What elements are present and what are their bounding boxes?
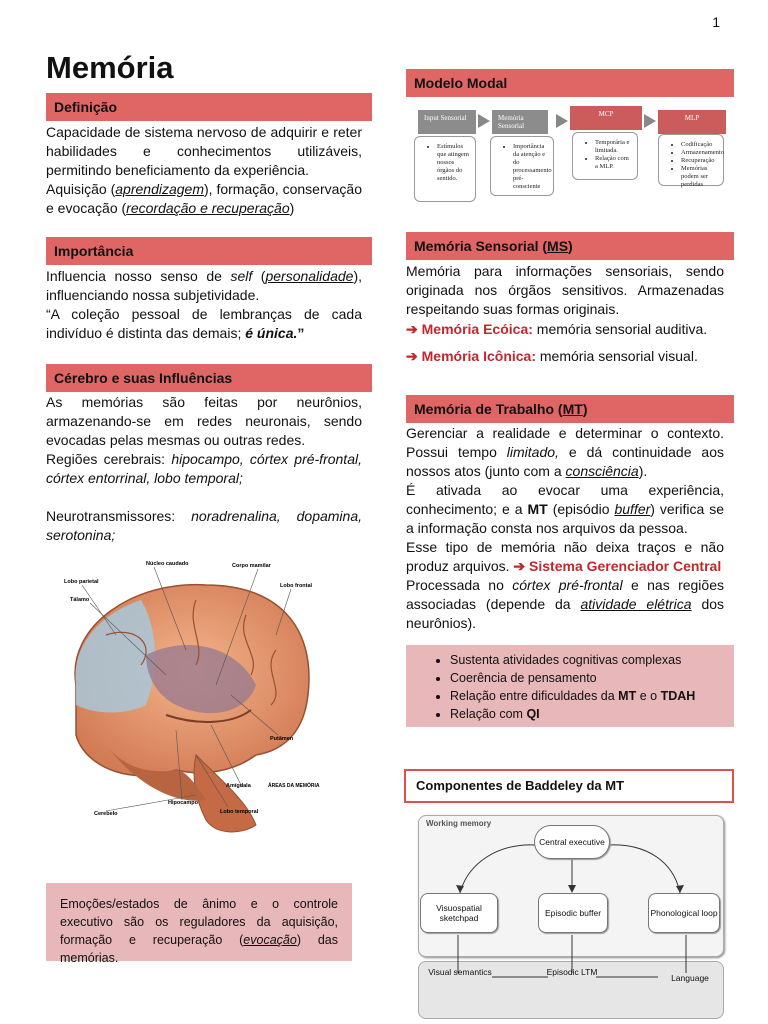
mt-bullets-box — [406, 645, 734, 727]
heading-importancia: Importância — [46, 237, 372, 265]
emocoes-box: Emoções/estados de ânimo e o controle executivo são os reguladores da aquisição, formação e recuperação (evocação) das memórias. — [46, 883, 352, 961]
modal-head-sensorial: Memória Sensorial — [492, 110, 548, 134]
memoria-iconica: ➔ Memória Icônica: memória sensorial visual. — [406, 348, 698, 364]
episodic-buffer-node: Episodic buffer — [538, 893, 608, 933]
episodic-ltm-label: Episodic LTM — [546, 967, 598, 977]
brain-label-lobo-temporal: Lobo temporal — [220, 809, 259, 815]
mt-bullet: • Sustenta atividades cognitivas complexas — [450, 651, 734, 669]
heading-memoria-sensorial: Memória Sensorial ( MS ) — [406, 232, 734, 260]
modal-head-mlp: MLP — [658, 110, 726, 134]
brain-label-putamen: Putâmen — [270, 736, 294, 742]
arrowhead-icon — [568, 885, 576, 893]
modal-head-input: Input Sensorial — [418, 110, 476, 134]
page-title: Memória — [46, 50, 174, 85]
modal-card-mcp: • Temporária e limitada. • Relação com a MLP. — [572, 132, 638, 180]
arrow-icon: ➔ — [406, 321, 418, 337]
arrowhead-icon — [676, 885, 684, 893]
central-executive-node: Central executive — [534, 825, 610, 859]
modal-card-input: • Estímulos que atingem nossos órgãos do sentido. — [414, 136, 476, 202]
baddeley-diagram — [418, 813, 724, 1019]
language-label: Language — [671, 973, 709, 983]
arrow-icon: ➔ — [406, 348, 418, 364]
definicao-text: Capacidade de sistema nervoso de adquirir e reter habilidades e conhecimentos utilizáveis, permitindo beneficiamento da experiência. Aquisição (aprendizagem), formação, conservação e evocação (recordação e recuperação) — [46, 124, 362, 216]
brain-label-nucleo: Núcleo caudado — [146, 561, 189, 567]
heading-modelo-modal: Modelo Modal — [406, 69, 734, 97]
arrow-to-visuo — [460, 845, 536, 893]
arrow-right-icon — [556, 114, 568, 128]
modal-card-mlp: • Codificação • Armazenamento • Recuperação • Memórias podem ser perdidas — [658, 134, 724, 186]
arrow-icon: ➔ — [513, 558, 526, 574]
mt-bullet: • Relação com QI — [450, 705, 734, 723]
modal-card-sensorial: • Importância da atenção e do processamento pré-consciente — [490, 136, 554, 196]
brain-label-amigdala: Amígdala — [226, 783, 251, 789]
phonological-node: Phonological loop — [648, 893, 720, 933]
brain-label-cerebelo: Cerebelo — [94, 811, 118, 817]
mt-bullet: • Coerência de pensamento — [450, 669, 734, 687]
visuospatial-node: Visuospatial sketchpad — [420, 893, 498, 933]
brain-label-corpo-mamilar: Corpo mamilar — [232, 563, 271, 569]
heading-cerebro: Cérebro e suas Influências — [46, 364, 372, 392]
arrow-to-phono — [608, 845, 680, 893]
modal-head-mcp: MCP — [570, 106, 642, 130]
brain-label-areas: ÁREAS DA MEMÓRIA — [268, 783, 320, 789]
trabalho-text: Gerenciar a realidade e determinar o contexto. Possui tempo limitado, e dá continuidade aos nossos atos (junto com a consciência). É ativada ao evocar uma experiência, conhecimento; e a MT (episódio buffer) verifica se a informação consta nos arquivos da pessoa. Esse tipo de memória não deixa traços e não produz arquivos. ➔ Sistema Gerenciador Central Processada no córtex pré-frontal e nas regiões associadas (depende da atividade elétrica dos neurônios). — [406, 425, 725, 631]
brain-label-lobo-parietal: Lobo parietal — [64, 579, 99, 585]
working-memory-label: Working memory — [426, 819, 492, 828]
cerebro-text: As memórias são feitas por neurônios, armazenando-se em redes neuronais, sendo evocadas pelas mesmas ou outras redes. Regiões cerebrais: hipocampo, córtex pré-frontal, córtex entorrinal, lobo temporal; Neurotransmissores: noradrenalina, dopamina, serotonina; — [46, 394, 363, 543]
brain-label-lobo-frontal: Lobo frontal — [280, 583, 313, 589]
heading-definicao: Definição — [46, 93, 372, 121]
modal-model-diagram — [406, 100, 734, 210]
brain-label-hipocampo: Hipocampo — [168, 800, 198, 806]
arrow-right-icon — [644, 114, 656, 128]
heading-memoria-trabalho: Memória de Trabalho ( MT ) — [406, 395, 734, 423]
brain-label-talamo: Tálamo — [70, 597, 90, 603]
memoria-ecoica: ➔ Memória Ecóica: memória sensorial auditiva. — [406, 321, 708, 337]
arrow-right-icon — [478, 114, 490, 128]
brain-illustration — [46, 555, 346, 845]
sensorial-text: Memória para informações sensoriais, sendo originada nos órgãos sensitivos. Armazenadas respeitando suas formas originais. — [406, 263, 724, 317]
visual-semantics-label: Visual semantics — [428, 967, 492, 977]
mt-bullet: • Relação entre dificuldades da MT e o TDAH — [450, 687, 734, 705]
page-number: 1 — [712, 14, 720, 30]
heading-baddeley: Componentes de Baddeley da MT — [404, 769, 734, 803]
importancia-text: Influencia nosso senso de self (personalidade), influenciando nossa subjetividade. “A coleção pessoal de lembranças de cada indivíduo é distinta das demais; é única.” — [46, 268, 362, 341]
arrowhead-icon — [456, 885, 464, 893]
